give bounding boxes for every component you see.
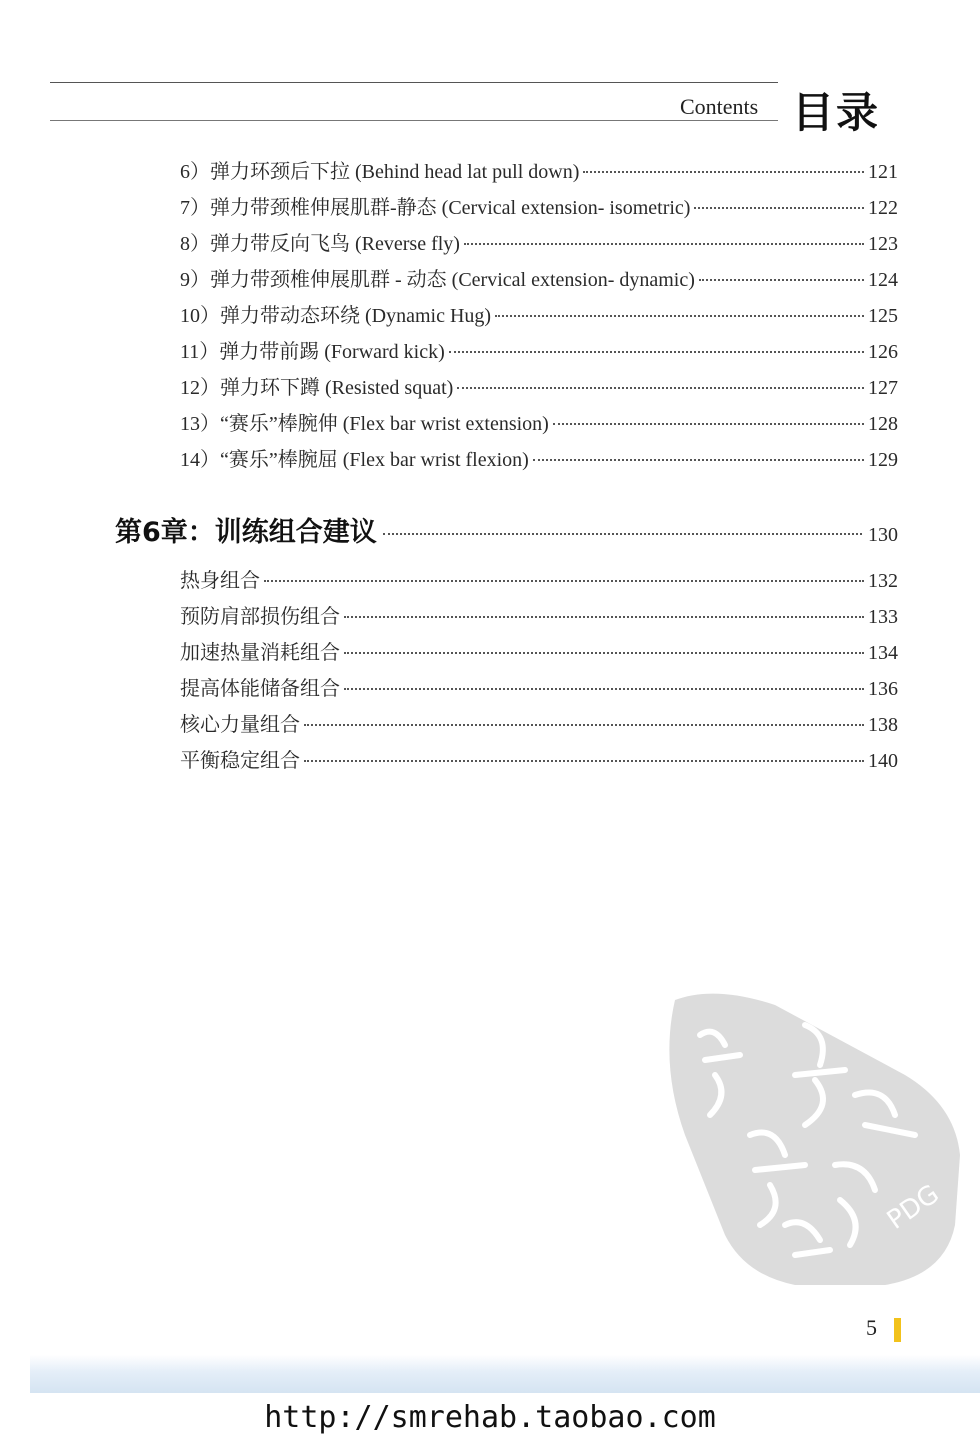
toc-entry[interactable] [180, 299, 898, 331]
dot-leader [464, 243, 864, 245]
header-rule-top [50, 82, 778, 83]
toc-subentry[interactable] [180, 636, 898, 668]
dot-leader [264, 580, 864, 582]
dot-leader [383, 533, 862, 535]
toc-entry-label: 11）弹力带前踢 (Forward kick) [180, 341, 445, 363]
dot-leader [553, 423, 864, 425]
toc-entry-label: 10）弹力带动态环绕 (Dynamic Hug) [180, 305, 492, 327]
footer-band [30, 1355, 980, 1393]
toc-subentry-label: 提高体能储备组合 [180, 678, 340, 700]
toc-entry-page: 124 [868, 269, 898, 291]
dot-leader [344, 616, 864, 618]
toc-subentry-page: 133 [868, 606, 898, 628]
dot-leader [304, 760, 864, 762]
chapter-page: 130 [868, 524, 898, 546]
toc-entry-page: 121 [868, 161, 898, 183]
toc-subentry-page: 138 [868, 714, 898, 736]
dot-leader [304, 724, 864, 726]
toc-entry-label: 14）“赛乐”棒腕屈 (Flex bar wrist flexion) [180, 449, 529, 471]
chapter-heading[interactable] [115, 510, 898, 550]
dot-leader [699, 279, 864, 281]
toc-subentry-label: 平衡稳定组合 [180, 750, 300, 772]
toc-entry-page: 126 [868, 341, 898, 363]
toc-entry-page: 122 [868, 197, 898, 219]
header-title: 目录 [792, 88, 881, 137]
toc-subentry[interactable] [180, 600, 898, 632]
toc-subentry-label: 核心力量组合 [180, 714, 300, 736]
toc-entry[interactable] [180, 407, 898, 439]
toc-subentry-page: 132 [868, 570, 898, 592]
toc-subentry-page: 136 [868, 678, 898, 700]
page-accent-bar [894, 1318, 901, 1342]
toc-subentry[interactable] [180, 672, 898, 704]
toc-subentry[interactable] [180, 564, 898, 596]
toc-entry-label: 13）“赛乐”棒腕伸 (Flex bar wrist extension) [180, 413, 549, 435]
toc-subentry-label: 预防肩部损伤组合 [180, 606, 340, 628]
toc-entry[interactable] [180, 371, 898, 403]
toc-entry[interactable] [180, 335, 898, 367]
dot-leader [344, 652, 864, 654]
dot-leader [457, 387, 864, 389]
page-number: 5 [866, 1315, 877, 1340]
toc-subentry-label: 热身组合 [180, 570, 260, 592]
toc-entry-page: 123 [868, 233, 898, 255]
seal-pdg-text: PDG [881, 1179, 945, 1236]
header-rule-bottom [50, 120, 778, 121]
toc-entry[interactable] [180, 227, 898, 259]
toc-subentry-page: 140 [868, 750, 898, 772]
toc-entry[interactable] [180, 191, 898, 223]
toc-subentry[interactable] [180, 708, 898, 740]
toc-entry-page: 129 [868, 449, 898, 471]
toc-entry-label: 12）弹力环下蹲 (Resisted squat) [180, 377, 454, 399]
toc-entry[interactable] [180, 155, 898, 187]
dot-leader [694, 207, 864, 209]
dot-leader [449, 351, 864, 353]
toc-entry-page: 127 [868, 377, 898, 399]
toc-entry[interactable] [180, 443, 898, 475]
toc-subentry[interactable] [180, 744, 898, 776]
toc-entry-label: 8）弹力带反向飞鸟 (Reverse fly) [180, 233, 460, 255]
dot-leader [495, 315, 864, 317]
toc-entry-label: 6）弹力环颈后下拉 (Behind head lat pull down) [180, 161, 580, 183]
seal-watermark-icon [655, 985, 965, 1290]
footer-url[interactable]: http://smrehab.taobao.com [264, 1400, 716, 1435]
chapter-title: 第6章：训练组合建议 [115, 517, 377, 548]
toc-entry-page: 125 [868, 305, 898, 327]
toc-entry-label: 7）弹力带颈椎伸展肌群-静态 (Cervical extension- isometric) [180, 197, 691, 219]
toc-entry[interactable] [180, 263, 898, 295]
toc-subentry-label: 加速热量消耗组合 [180, 642, 340, 664]
toc-entry-page: 128 [868, 413, 898, 435]
toc-subentry-page: 134 [868, 642, 898, 664]
dot-leader [533, 459, 864, 461]
dot-leader [583, 171, 864, 173]
toc-entry-label: 9）弹力带颈椎伸展肌群 - 动态 (Cervical extension- dynamic) [180, 269, 695, 291]
header-contents-label: Contents [680, 94, 759, 119]
dot-leader [344, 688, 864, 690]
